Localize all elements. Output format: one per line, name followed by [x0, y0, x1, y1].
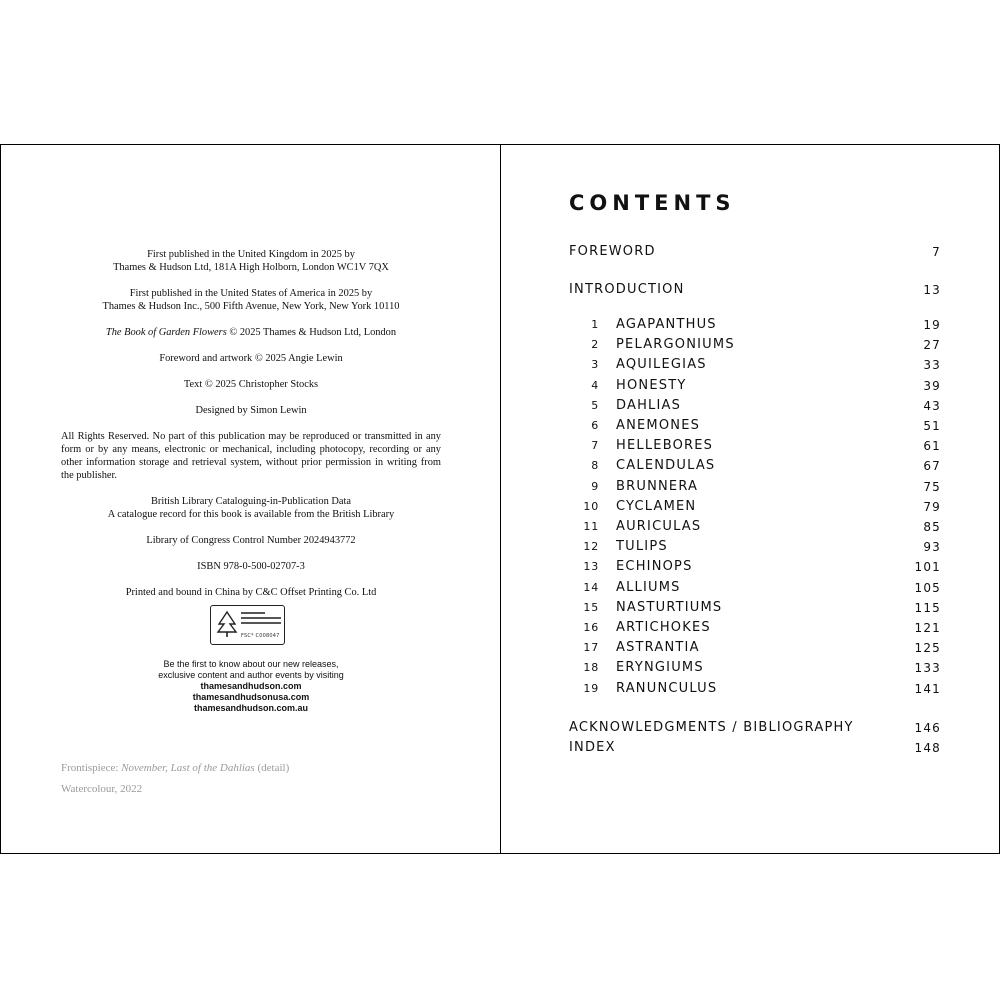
text-credit: Text © 2025 Christopher Stocks [183, 379, 319, 390]
fsc-label-lines [241, 612, 281, 627]
toc-page: 146 [914, 721, 941, 735]
toc-chapter-row[interactable] [569, 538, 941, 556]
toc-chapter-row[interactable] [569, 498, 941, 516]
toc-chapter-title: ANEMONES [616, 418, 701, 433]
uk-publication [61, 248, 441, 274]
toc-chapter-title: HONESTY [616, 377, 687, 393]
toc-chapter-page: 33 [923, 358, 941, 373]
toc-chapter-page: 121 [914, 621, 941, 635]
fsc-code: FSC* C008047 [241, 633, 280, 639]
toc-chapter-number: 8 [591, 459, 599, 473]
toc-chapter-page: 39 [923, 378, 941, 393]
us-line-2: Thames & Hudson Inc., 500 Fifth Avenue, New York, New York 10110 [102, 301, 400, 312]
toc-entry-index[interactable] [569, 739, 941, 757]
toc-title: INTRODUCTION [569, 282, 685, 297]
toc-chapter-title: CALENDULAS [616, 458, 716, 474]
uk-line-1: First published in the United Kingdom in 2025 by [147, 249, 355, 260]
toc-chapter-page: 105 [914, 580, 941, 595]
toc-chapter-page: 19 [923, 318, 941, 332]
toc-chapter-number: 1 [591, 318, 599, 331]
frontispiece-prefix: Frontispiece: [61, 762, 122, 774]
book-copyright [61, 326, 441, 339]
frontispiece-suffix: (detail) [254, 762, 290, 774]
toc-entry-introduction[interactable] [569, 281, 941, 299]
cip-line-1: British Library Cataloguing-in-Publication Data [151, 496, 351, 507]
toc-chapter-number: 12 [583, 540, 599, 554]
toc-chapter-page: 85 [923, 520, 941, 534]
uk-line-2: Thames & Hudson Ltd, 181A High Holborn, London WC1V 7QX [113, 262, 389, 273]
copyright-page [1, 145, 500, 853]
toc-chapter-row[interactable] [569, 518, 941, 536]
toc-chapter-page: 101 [914, 560, 941, 575]
cip-data [61, 495, 441, 521]
contents-page [501, 145, 999, 853]
toc-chapter-title: CYCLAMEN [616, 498, 697, 514]
toc-chapter-page: 75 [923, 479, 941, 494]
toc-chapter-row[interactable] [569, 639, 941, 657]
us-publication [61, 287, 441, 313]
toc-chapter-title: ERYNGIUMS [616, 660, 704, 676]
frontispiece-credit [61, 758, 289, 800]
toc-chapter-number: 2 [591, 338, 599, 352]
toc-chapter-row[interactable] [569, 680, 941, 698]
toc-chapter-page: 141 [914, 681, 941, 696]
toc-entry-foreword[interactable] [569, 243, 941, 261]
toc-chapter-title: ALLIUMS [616, 579, 681, 595]
toc-chapter-number: 15 [583, 600, 599, 614]
promo-url-us: thamesandhudsonusa.com [192, 692, 310, 702]
toc-chapter-row[interactable] [569, 397, 941, 415]
toc-chapter-row[interactable] [569, 417, 941, 435]
toc-chapter-row[interactable] [569, 619, 941, 637]
loc-number: Library of Congress Control Number 2024943772 [146, 535, 356, 546]
toc-chapter-page: 43 [923, 398, 941, 413]
promo-line-1: Be the first to know about our new releases, [163, 659, 339, 669]
toc-chapter-number: 16 [583, 621, 599, 634]
toc-title: ACKNOWLEDGMENTS / BIBLIOGRAPHY [569, 720, 854, 735]
toc-chapter-number: 4 [591, 378, 599, 392]
fsc-tree-icon [216, 610, 238, 638]
toc-chapter-title: BRUNNERA [616, 478, 699, 494]
toc-chapter-page: 51 [923, 419, 941, 433]
designer-credit: Designed by Simon Lewin [195, 405, 307, 416]
toc-chapter-title: ASTRANTIA [616, 640, 700, 656]
toc-chapter-row[interactable] [569, 659, 941, 677]
toc-chapter-row[interactable] [569, 478, 941, 496]
rights-statement: All Rights Reserved. No part of this publication may be reproduced or transmitted in any form or by any means, electronic or mechanical, including photocopy, recording or any other information storage and retrieval system, without prior permission in writing from the publisher. [61, 431, 441, 481]
toc-page: 13 [923, 283, 941, 297]
toc-chapter-row[interactable] [569, 558, 941, 576]
toc-chapter-page: 67 [923, 459, 941, 474]
promo-url-au: thamesandhudson.com.au [193, 703, 309, 713]
toc-chapter-row[interactable] [569, 599, 941, 617]
toc-chapter-row[interactable] [569, 336, 941, 354]
toc-chapter-title: HELLEBORES [616, 438, 714, 454]
printer-credit: Printed and bound in China by C&C Offset Printing Co. Ltd [125, 587, 377, 598]
toc-chapter-number: 6 [591, 419, 599, 432]
toc-title: FOREWORD [569, 244, 656, 259]
toc-entry-acknowledgments[interactable] [569, 719, 941, 737]
imprint-block [61, 248, 441, 612]
toc-chapter-title: ARTICHOKES [616, 620, 711, 635]
toc-chapter-title: NASTURTIUMS [616, 599, 723, 615]
toc-chapter-row[interactable] [569, 457, 941, 475]
toc-chapter-title: PELARGONIUMS [616, 337, 735, 353]
promo-block [101, 659, 401, 714]
toc-chapter-row[interactable] [569, 356, 941, 374]
us-line-1: First published in the United States of America in 2025 by [129, 288, 373, 299]
toc-chapter-page: 93 [923, 540, 941, 555]
toc-page: 148 [914, 741, 941, 755]
toc-chapter-row[interactable] [569, 579, 941, 597]
contents-heading: CONTENTS [569, 191, 736, 215]
toc-title: INDEX [569, 740, 616, 755]
toc-chapter-number: 19 [583, 681, 599, 695]
fsc-logo [210, 605, 285, 645]
toc-chapter-title: AQUILEGIAS [616, 357, 707, 373]
frontispiece-medium: Watercolour, 2022 [61, 783, 143, 795]
toc-chapter-page: 115 [914, 600, 941, 615]
toc-chapter-title: AURICULAS [616, 519, 702, 534]
toc-chapter-row[interactable] [569, 377, 941, 395]
isbn: ISBN 978-0-500-02707-3 [197, 561, 305, 572]
frontispiece-line [61, 758, 289, 779]
toc-chapter-number: 5 [591, 398, 599, 412]
toc-chapter-page: 61 [923, 439, 941, 454]
toc-chapter-number: 9 [591, 479, 599, 493]
toc-chapter-number: 3 [591, 358, 599, 372]
book-title: The Book of Garden Flowers [105, 327, 227, 338]
toc-chapter-number: 11 [583, 520, 599, 533]
frontispiece-title: November, Last of the Dahlias [121, 762, 255, 774]
toc-chapter-number: 10 [583, 499, 599, 513]
toc-chapter-row[interactable] [569, 437, 941, 455]
toc-chapter-page: 79 [923, 499, 941, 514]
toc-chapter-page: 133 [914, 661, 941, 676]
toc-chapter-number: 14 [583, 580, 599, 594]
toc-chapter-number: 17 [583, 641, 599, 655]
toc-page: 7 [932, 245, 941, 259]
book-spread [0, 144, 1000, 854]
toc-chapter-title: RANUNCULUS [616, 680, 718, 696]
toc-chapter-title: ECHINOPS [616, 559, 693, 575]
cip-line-2: A catalogue record for this book is available from the British Library [107, 509, 395, 520]
toc-chapter-title: TULIPS [616, 539, 668, 555]
toc-chapter-number: 18 [583, 661, 599, 675]
promo-line-2: exclusive content and author events by visiting [158, 670, 344, 680]
toc-chapter-row[interactable] [569, 316, 941, 334]
promo-url-uk: thamesandhudson.com [200, 681, 302, 691]
foreword-credit: Foreword and artwork © 2025 Angie Lewin [159, 353, 343, 364]
toc-chapter-page: 27 [923, 338, 941, 353]
toc-chapter-number: 13 [583, 560, 599, 574]
toc-chapter-number: 7 [591, 439, 599, 453]
toc-chapter-title: AGAPANTHUS [616, 317, 717, 332]
toc-chapter-title: DAHLIAS [616, 397, 682, 413]
toc-chapter-page: 125 [914, 641, 941, 656]
book-copyright-text: © 2025 Thames & Hudson Ltd, London [226, 327, 397, 338]
